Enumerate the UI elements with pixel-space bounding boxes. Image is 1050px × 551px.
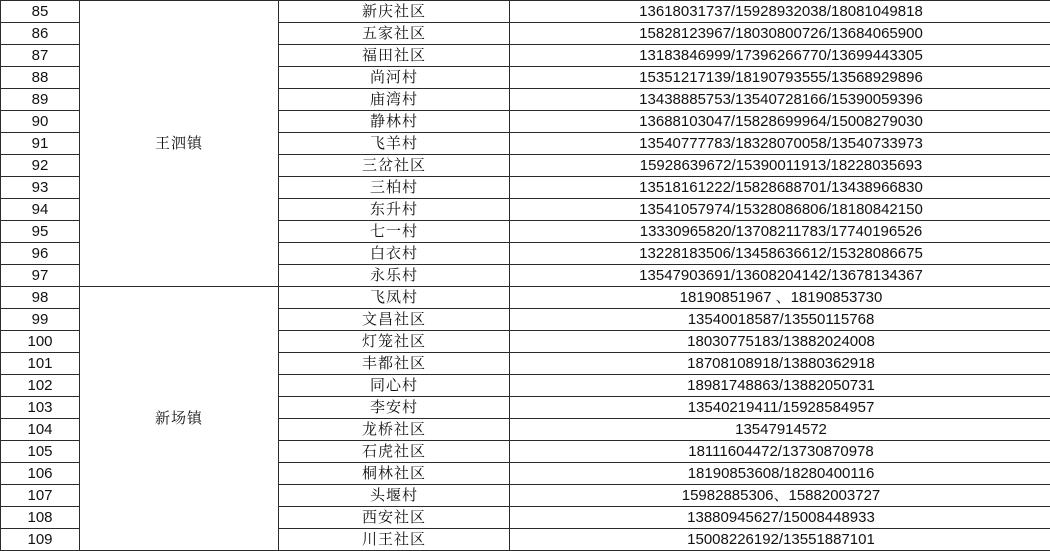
row-index: 97: [1, 265, 80, 287]
village-name: 三岔社区: [279, 155, 510, 177]
village-name: 石虎社区: [279, 441, 510, 463]
row-index: 109: [1, 529, 80, 551]
village-name: 川王社区: [279, 529, 510, 551]
phone-numbers: 15928639672/15390011913/18228035693: [510, 155, 1050, 177]
phone-numbers: 15008226192/13551887101: [510, 529, 1050, 551]
row-index: 99: [1, 309, 80, 331]
phone-numbers: 15351217139/18190793555/13568929896: [510, 67, 1050, 89]
row-index: 106: [1, 463, 80, 485]
table-row: [1, 287, 1050, 309]
row-index: 107: [1, 485, 80, 507]
village-name: 新庆社区: [279, 1, 510, 23]
phone-numbers: 15982885306、15882003727: [510, 485, 1050, 507]
phone-numbers: 13518161222/15828688701/13438966830: [510, 177, 1050, 199]
row-index: 89: [1, 89, 80, 111]
village-name: 桐林社区: [279, 463, 510, 485]
village-name: 尚河村: [279, 67, 510, 89]
phone-numbers: 13330965820/13708211783/17740196526: [510, 221, 1050, 243]
phone-numbers: 18030775183/13882024008: [510, 331, 1050, 353]
phone-numbers: 18111604472/13730870978: [510, 441, 1050, 463]
phone-numbers: 13541057974/15328086806/18180842150: [510, 199, 1050, 221]
town-name-cell: 新场镇: [80, 287, 279, 551]
village-name: 文昌社区: [279, 309, 510, 331]
village-name: 福田社区: [279, 45, 510, 67]
row-index: 88: [1, 67, 80, 89]
row-index: 104: [1, 419, 80, 441]
phone-numbers: 13183846999/17396266770/13699443305: [510, 45, 1050, 67]
phone-numbers: 13540777783/18328070058/13540733973: [510, 133, 1050, 155]
village-name: 李安村: [279, 397, 510, 419]
village-name: 白衣村: [279, 243, 510, 265]
table-body: [1, 1, 1050, 551]
village-name: 丰都社区: [279, 353, 510, 375]
town-name-cell: 王泗镇: [80, 1, 279, 287]
row-index: 103: [1, 397, 80, 419]
phone-numbers: 18708108918/13880362918: [510, 353, 1050, 375]
village-name: 五家社区: [279, 23, 510, 45]
row-index: 96: [1, 243, 80, 265]
village-name: 灯笼社区: [279, 331, 510, 353]
phone-numbers: 13547903691/13608204142/13678134367: [510, 265, 1050, 287]
row-index: 108: [1, 507, 80, 529]
row-index: 86: [1, 23, 80, 45]
phone-numbers: 13880945627/15008448933: [510, 507, 1050, 529]
phone-numbers: 13438885753/13540728166/15390059396: [510, 89, 1050, 111]
phone-numbers: 13547914572: [510, 419, 1050, 441]
phone-numbers: 13540219411/15928584957: [510, 397, 1050, 419]
row-index: 101: [1, 353, 80, 375]
row-index: 93: [1, 177, 80, 199]
table-row: [1, 1, 1050, 23]
phone-numbers: 18190851967 、18190853730: [510, 287, 1050, 309]
village-name: 同心村: [279, 375, 510, 397]
village-name: 永乐村: [279, 265, 510, 287]
phone-numbers: 13618031737/15928932038/18081049818: [510, 1, 1050, 23]
village-name: 七一村: [279, 221, 510, 243]
row-index: 105: [1, 441, 80, 463]
row-index: 85: [1, 1, 80, 23]
village-name: 龙桥社区: [279, 419, 510, 441]
row-index: 98: [1, 287, 80, 309]
row-index: 95: [1, 221, 80, 243]
phone-numbers: 13688103047/15828699964/15008279030: [510, 111, 1050, 133]
row-index: 102: [1, 375, 80, 397]
village-name: 头堰村: [279, 485, 510, 507]
phone-numbers: 13228183506/13458636612/15328086675: [510, 243, 1050, 265]
phone-numbers: 13540018587/13550115768: [510, 309, 1050, 331]
village-name: 静林村: [279, 111, 510, 133]
village-name: 三柏村: [279, 177, 510, 199]
village-name: 东升村: [279, 199, 510, 221]
village-name: 飞羊村: [279, 133, 510, 155]
row-index: 100: [1, 331, 80, 353]
village-name: 庙湾村: [279, 89, 510, 111]
phone-numbers: 15828123967/18030800726/13684065900: [510, 23, 1050, 45]
village-name: 西安社区: [279, 507, 510, 529]
row-index: 94: [1, 199, 80, 221]
row-index: 87: [1, 45, 80, 67]
row-index: 90: [1, 111, 80, 133]
village-name: 飞凤村: [279, 287, 510, 309]
phone-numbers: 18190853608/18280400116: [510, 463, 1050, 485]
phone-numbers: 18981748863/13882050731: [510, 375, 1050, 397]
row-index: 92: [1, 155, 80, 177]
row-index: 91: [1, 133, 80, 155]
